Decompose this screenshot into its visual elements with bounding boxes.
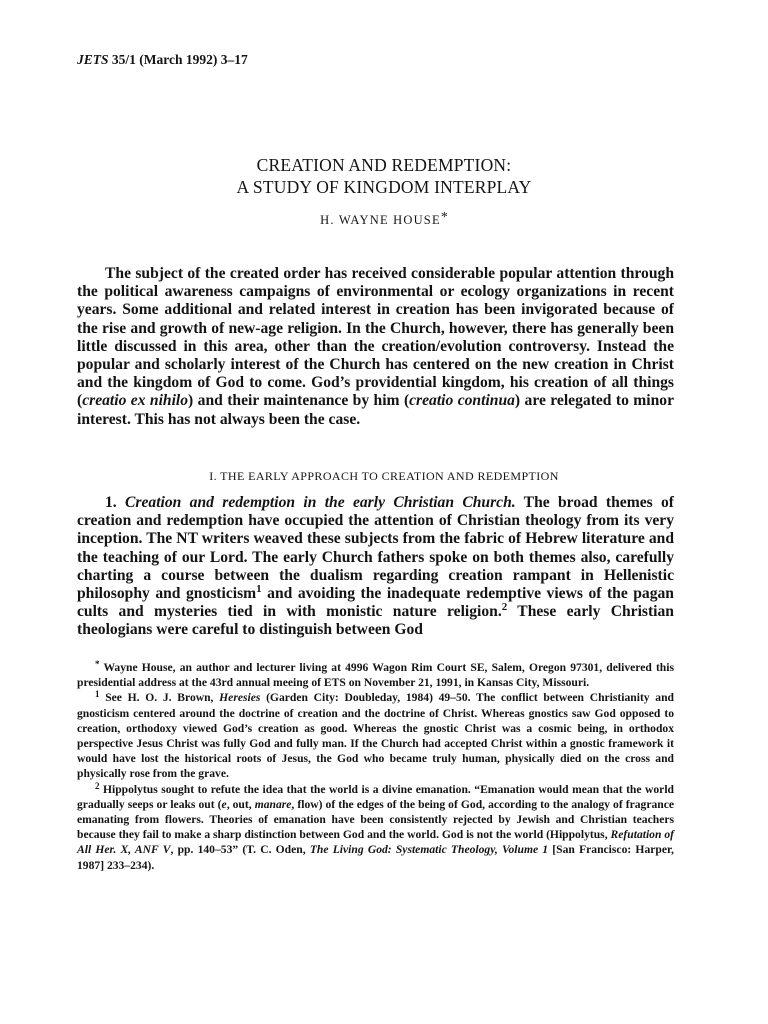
journal-citation: 35/1 (March 1992) 3–17 [108,52,248,67]
footnote-2-italic-manare: manare [254,797,292,811]
article-title [0,154,768,198]
subsection-number: 1. [105,494,126,511]
intro-italic-creatio-continua: creatio continua [409,392,515,410]
footnote-2 [77,782,674,873]
section1-text-b: and avoiding the inadequate redemptive views of the pagan cults and mysteries tied in with monistic nature religion. [77,585,674,621]
footnote-author [77,660,674,690]
footnote-2-italic-refutation: Refutation of All Her. X, ANF V [77,828,675,857]
footnote-1-text-a: See H. O. J. Brown, [99,691,220,705]
footnote-2-text-e: [San Francisco: Harper, 1987] 233–234). [77,843,674,872]
footnote-2-text-c: , flow) of the edges of the being of God, according to the analogy of fragrance emanating from flowers. Theories of emanation have been consistently rejected by Jewish and Christian teachers because they fail to make a sharp distinction between God and the world. God is not the world (Hippolytus, [77,797,675,842]
footnote-2-italic-e: e [221,797,227,811]
journal-name: JETS [77,52,109,67]
intro-italic-creatio-ex-nihilo: creatio ex nihilo [82,392,189,410]
intro-text-c: ) are relegated to minor interest. This has not always been the case. [77,392,675,428]
intro-text-b: ) and their maintenance by him ( [188,392,410,410]
section1-text-a: The broad themes of creation and redemption have occupied the attention of Christian theology from its very inception. The NT writers weaved these subjects from the fabric of Hebrew literature and the teaching of our Lord. The early Church fathers spoke on both themes also, carefully charting a course between the dualism regarding creation rampant in Hellenistic philosophy and gnosticism [77,494,674,603]
footnote-1-mark: 1 [95,689,100,700]
subsection-heading: Creation and redemption in the early Christian Church. [125,494,516,511]
footnote-ref-2[interactable]: 2 [501,601,508,614]
article-author [0,210,768,228]
footnote-2-italic-living-god: The Living God: Systematic Theology, Volume 1 [309,843,549,857]
footnote-2-mark: 2 [95,780,100,791]
section1-text-c: These early Christian theologians were careful to distinguish between God [77,603,674,639]
footnote-author-text: Wayne House, an author and lecturer living at 4996 Wagon Rim Court SE, Salem, Oregon 97301, delivered this presidential address at the 43rd annual meeing of ETS on November 21, 1991, in Kansas City, Missouri. [77,661,674,690]
footnotes [77,660,674,873]
footnote-2-text-d: , pp. 140–53” (T. C. Oden, [170,843,310,857]
footnote-1 [77,690,674,781]
footnote-1-italic-heresies: Heresies [219,691,261,705]
footnote-2-text-b: , out, [226,797,255,811]
title-line-1: CREATION AND REDEMPTION: [256,155,512,175]
intro-paragraph [77,265,674,429]
author-footnote-mark: * [440,210,448,225]
footnote-star-mark: * [95,659,100,669]
section1-paragraph [77,494,674,640]
footnote-ref-1[interactable]: 1 [256,583,262,596]
title-line-2: A STUDY OF KINGDOM INTERPLAY [236,177,532,197]
section-heading: I. THE EARLY APPROACH TO CREATION AND REDEMPTION [209,469,559,483]
intro-text-a: The subject of the created order has received considerable popular attention through the political awareness campaigns of environmental or ecology organizations in recent years. Some additional and related interest in creation has been invigorated because of the rise and growth of new-age religion. In the Church, however, there has generally been little discussed in this area, other than the creation/evolution controversy. Instead the popular and scholarly interest of the Church has centered on the new creation in Christ and the kingdom of God to come. God’s providential kingdom, his creation of all things ( [77,265,674,410]
footnote-2-text-a: Hippolytus sought to refute the idea that the world is a divine emanation. “Emanation would mean that the world gradually seeps or leaks out ( [77,782,674,811]
footnote-1-text-b: (Garden City: Doubleday, 1984) 49–50. The conflict between Christianity and gnosticism centered around the doctrine of creation and the doctrine of Christ. Whereas gnostics saw God opposed to creation, orthodoxy viewed God’s creation as good. Whereas the gnostic Christ was a cosmic being, in orthodox perspective Jesus Christ was fully God and fully man. If the Church had accepted Christ within a gnostic framework it would have lost the historical roots of Jesus, the God who became truly human, physically died on the cross and physically rose from the grave. [77,691,674,781]
running-head [77,52,248,68]
author-name: H. WAYNE HOUSE [320,213,441,227]
